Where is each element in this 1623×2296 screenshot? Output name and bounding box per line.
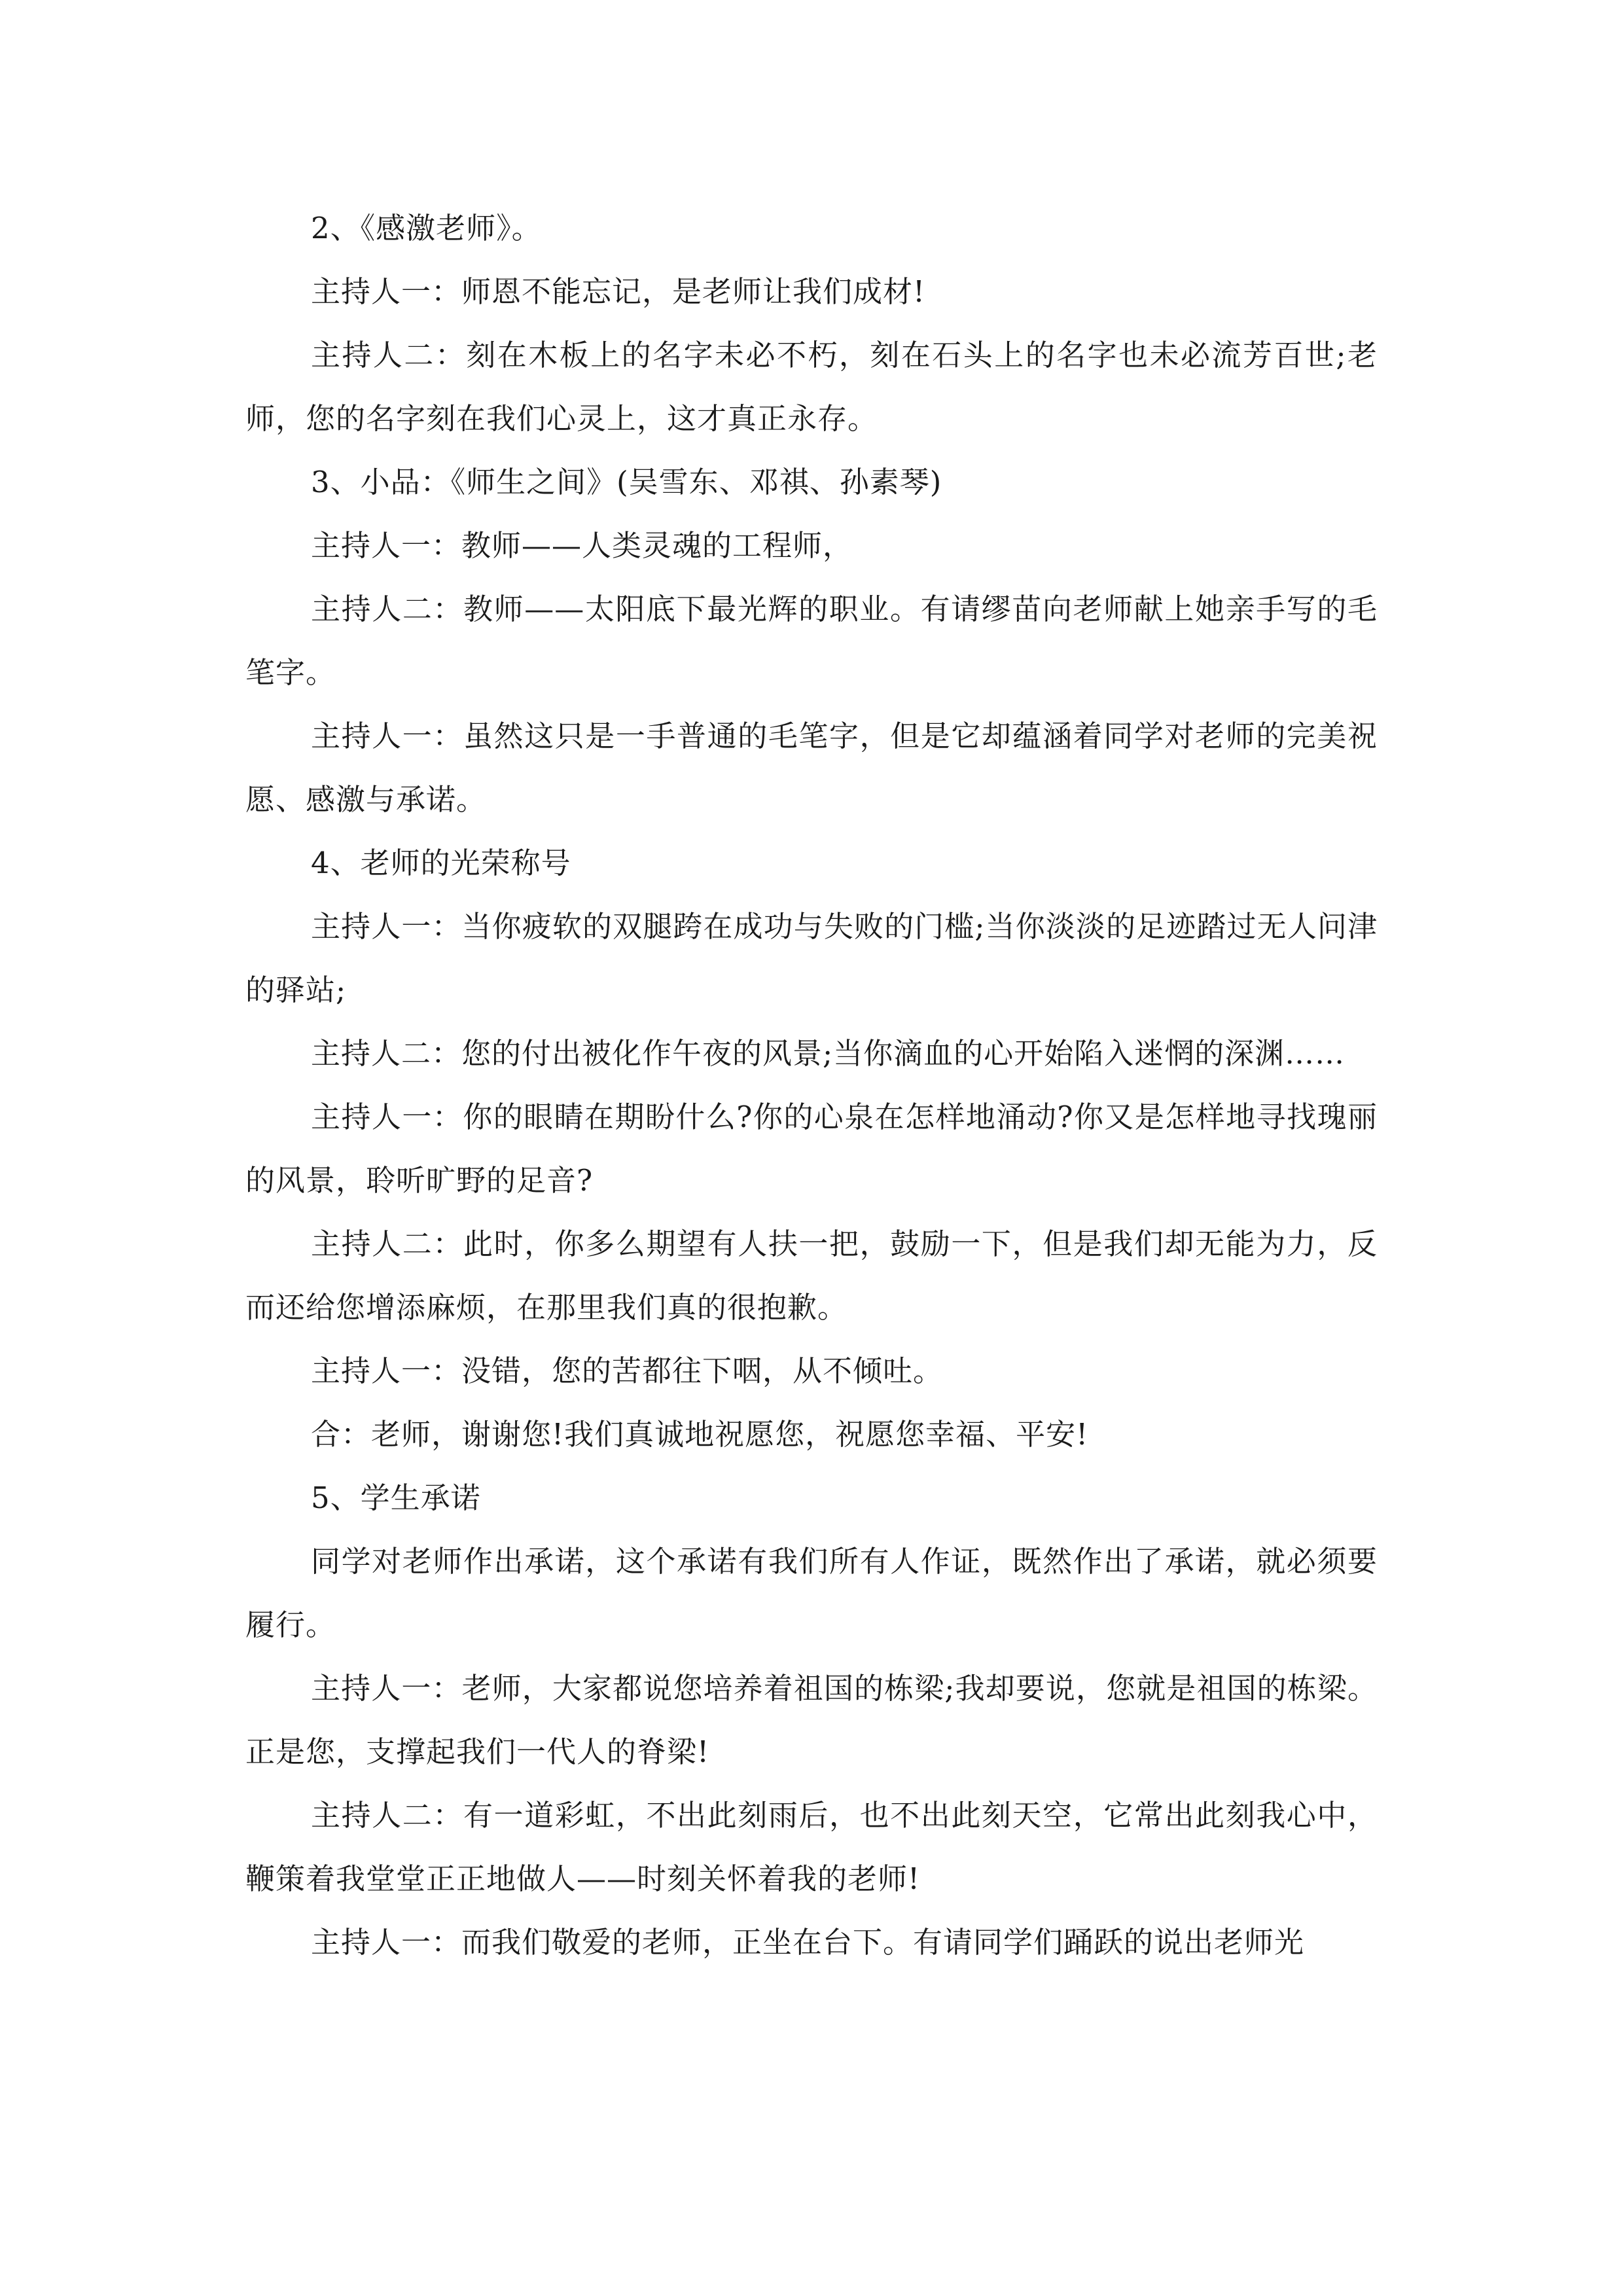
paragraph: 主持人一：师恩不能忘记，是老师让我们成材! xyxy=(311,274,926,309)
paragraph: 主持人一：没错，您的苦都往下咽，从不倾吐。 xyxy=(311,1354,944,1388)
section-heading-honor-title: 4、老师的光荣称号 xyxy=(311,846,571,880)
section-heading-skit: 3、小品：《师生之间》(吴雪东、邓祺、孙素琴) xyxy=(311,465,942,499)
paragraph: 主持人一：虽然这只是一手普通的毛笔字，但是它却蕴涵着同学对老师的完美祝愿、感激与承诺。 xyxy=(245,719,1378,817)
paragraph: 主持人二：您的付出被化作午夜的风景;当你滴血的心开始陷入迷惘的深渊…… xyxy=(311,1036,1346,1071)
paragraph: 主持人二：教师——太阳底下最光辉的职业。有请缪苗向老师献上她亲手写的毛笔字。 xyxy=(245,592,1378,690)
paragraph: 主持人二：刻在木板上的名字未必不朽，刻在石头上的名字也未必流芳百世;老师，您的名字刻在我们心灵上，这才真正永存。 xyxy=(245,338,1378,436)
section-heading-thank-teacher: 2、《感激老师》。 xyxy=(311,211,542,245)
paragraph: 主持人一：教师——人类灵魂的工程师， xyxy=(311,528,853,563)
paragraph: 同学对老师作出承诺，这个承诺有我们所有人作证，既然作出了承诺，就必须要履行。 xyxy=(245,1544,1378,1642)
document-body xyxy=(245,196,1378,1974)
paragraph: 主持人一：而我们敬爱的老师，正坐在台下。有请同学们踊跃的说出老师光 xyxy=(311,1925,1305,1960)
section-heading-student-promise: 5、学生承诺 xyxy=(311,1480,481,1515)
paragraph: 主持人一：当你疲软的双腿跨在成功与失败的门槛;当你淡淡的足迹踏过无人问津的驿站; xyxy=(245,909,1378,1007)
paragraph: 合：老师，谢谢您!我们真诚地祝愿您，祝愿您幸福、平安! xyxy=(311,1417,1089,1452)
paragraph: 主持人一：老师，大家都说您培养着祖国的栋梁;我却要说，您就是祖国的栋梁。正是您，支撑起我们一代人的脊梁! xyxy=(245,1671,1378,1769)
paragraph: 主持人二：有一道彩虹，不出此刻雨后，也不出此刻天空，它常出此刻我心中，鞭策着我堂堂正正地做人——时刻关怀着我的老师! xyxy=(245,1798,1378,1896)
paragraph: 主持人一：你的眼睛在期盼什么?你的心泉在怎样地涌动?你又是怎样地寻找瑰丽的风景，聆听旷野的足音? xyxy=(245,1100,1378,1198)
paragraph: 主持人二：此时，你多么期望有人扶一把，鼓励一下，但是我们却无能为力，反而还给您增添麻烦，在那里我们真的很抱歉。 xyxy=(245,1227,1378,1325)
